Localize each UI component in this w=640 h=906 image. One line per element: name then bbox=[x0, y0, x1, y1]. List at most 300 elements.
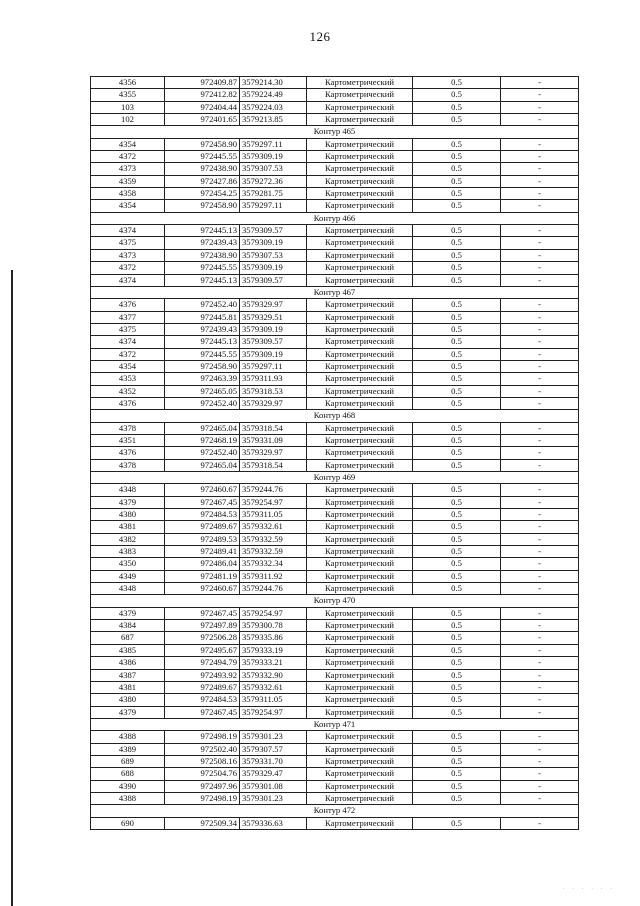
cell-point: 4374 bbox=[91, 225, 165, 237]
cell-point: 4350 bbox=[91, 558, 165, 570]
table-row bbox=[91, 311, 579, 323]
cell-method: Картометрический bbox=[307, 373, 413, 385]
cell-note: - bbox=[501, 509, 579, 521]
cell-accuracy: 0.5 bbox=[413, 101, 501, 113]
table-row bbox=[91, 496, 579, 508]
cell-point: 4380 bbox=[91, 694, 165, 706]
table-row bbox=[91, 607, 579, 619]
cell-y: 3579297.11 bbox=[240, 360, 307, 372]
cell-accuracy: 0.5 bbox=[413, 669, 501, 681]
cell-note: - bbox=[501, 114, 579, 126]
cell-accuracy: 0.5 bbox=[413, 447, 501, 459]
cell-x: 972445.81 bbox=[165, 311, 240, 323]
cell-x: 972452.40 bbox=[165, 447, 240, 459]
cell-note: - bbox=[501, 583, 579, 595]
table-row bbox=[91, 817, 579, 829]
cell-note: - bbox=[501, 780, 579, 792]
cell-note: - bbox=[501, 323, 579, 335]
page-number: 126 bbox=[309, 29, 331, 44]
cell-y: 3579329.51 bbox=[240, 311, 307, 323]
cell-note: - bbox=[501, 237, 579, 249]
table-row bbox=[91, 755, 579, 767]
cell-note: - bbox=[501, 669, 579, 681]
cell-note: - bbox=[501, 163, 579, 175]
cell-y: 3579333.21 bbox=[240, 657, 307, 669]
cell-x: 972497.96 bbox=[165, 780, 240, 792]
cell-note: - bbox=[501, 89, 579, 101]
cell-x: 972404.44 bbox=[165, 101, 240, 113]
cell-accuracy: 0.5 bbox=[413, 262, 501, 274]
cell-x: 972495.67 bbox=[165, 644, 240, 656]
table-row bbox=[91, 373, 579, 385]
cell-method: Картометрический bbox=[307, 434, 413, 446]
cell-point: 4354 bbox=[91, 200, 165, 212]
table-row bbox=[91, 509, 579, 521]
cell-accuracy: 0.5 bbox=[413, 583, 501, 595]
cell-note: - bbox=[501, 434, 579, 446]
cell-method: Картометрический bbox=[307, 632, 413, 644]
cell-x: 972467.45 bbox=[165, 607, 240, 619]
cell-x: 972465.04 bbox=[165, 422, 240, 434]
cell-x: 972409.87 bbox=[165, 77, 240, 89]
cell-x: 972497.89 bbox=[165, 620, 240, 632]
table-row bbox=[91, 175, 579, 187]
cell-x: 972438.90 bbox=[165, 249, 240, 261]
cell-method: Картометрический bbox=[307, 237, 413, 249]
cell-y: 3579309.19 bbox=[240, 348, 307, 360]
cell-point: 4380 bbox=[91, 509, 165, 521]
cell-x: 972498.19 bbox=[165, 792, 240, 804]
cell-y: 3579224.03 bbox=[240, 101, 307, 113]
cell-point: 103 bbox=[91, 101, 165, 113]
cell-method: Картометрический bbox=[307, 323, 413, 335]
cell-method: Картометрический bbox=[307, 496, 413, 508]
cell-y: 3579309.57 bbox=[240, 274, 307, 286]
cell-point: 102 bbox=[91, 114, 165, 126]
cell-x: 972481.19 bbox=[165, 570, 240, 582]
cell-method: Картометрический bbox=[307, 755, 413, 767]
table-row bbox=[91, 459, 579, 471]
table-row bbox=[91, 570, 579, 582]
table-row bbox=[91, 336, 579, 348]
cell-accuracy: 0.5 bbox=[413, 755, 501, 767]
cell-note: - bbox=[501, 225, 579, 237]
cell-method: Картометрический bbox=[307, 89, 413, 101]
table-row bbox=[91, 262, 579, 274]
cell-x: 972493.92 bbox=[165, 669, 240, 681]
cell-accuracy: 0.5 bbox=[413, 77, 501, 89]
cell-y: 3579311.05 bbox=[240, 509, 307, 521]
table-row bbox=[91, 768, 579, 780]
cell-accuracy: 0.5 bbox=[413, 546, 501, 558]
cell-note: - bbox=[501, 262, 579, 274]
cell-y: 3579309.19 bbox=[240, 237, 307, 249]
cell-note: - bbox=[501, 188, 579, 200]
cell-y: 3579272.36 bbox=[240, 175, 307, 187]
cell-point: 4388 bbox=[91, 792, 165, 804]
cell-method: Картометрический bbox=[307, 509, 413, 521]
cell-method: Картометрический bbox=[307, 792, 413, 804]
cell-y: 3579311.92 bbox=[240, 570, 307, 582]
contour-label: Контур 472 bbox=[91, 805, 579, 817]
cell-accuracy: 0.5 bbox=[413, 249, 501, 261]
cell-x: 972467.45 bbox=[165, 706, 240, 718]
cell-x: 972468.19 bbox=[165, 434, 240, 446]
cell-point: 4354 bbox=[91, 360, 165, 372]
contour-header-row bbox=[91, 595, 579, 607]
cell-x: 972439.43 bbox=[165, 323, 240, 335]
cell-note: - bbox=[501, 496, 579, 508]
contour-header-row bbox=[91, 805, 579, 817]
cell-x: 972489.41 bbox=[165, 546, 240, 558]
cell-x: 972460.67 bbox=[165, 484, 240, 496]
cell-point: 4386 bbox=[91, 657, 165, 669]
cell-point: 4379 bbox=[91, 706, 165, 718]
cell-accuracy: 0.5 bbox=[413, 694, 501, 706]
cell-y: 3579329.97 bbox=[240, 397, 307, 409]
cell-x: 972506.28 bbox=[165, 632, 240, 644]
table-row bbox=[91, 583, 579, 595]
contour-label: Контур 466 bbox=[91, 212, 579, 224]
cell-accuracy: 0.5 bbox=[413, 311, 501, 323]
cell-accuracy: 0.5 bbox=[413, 681, 501, 693]
cell-x: 972486.04 bbox=[165, 558, 240, 570]
cell-point: 4379 bbox=[91, 607, 165, 619]
cell-note: - bbox=[501, 397, 579, 409]
cell-method: Картометрический bbox=[307, 101, 413, 113]
cell-method: Картометрический bbox=[307, 397, 413, 409]
cell-method: Картометрический bbox=[307, 644, 413, 656]
cell-y: 3579301.23 bbox=[240, 731, 307, 743]
cell-method: Картометрический bbox=[307, 521, 413, 533]
cell-y: 3579329.97 bbox=[240, 447, 307, 459]
cell-accuracy: 0.5 bbox=[413, 323, 501, 335]
cell-point: 4376 bbox=[91, 299, 165, 311]
cell-accuracy: 0.5 bbox=[413, 558, 501, 570]
cell-x: 972484.53 bbox=[165, 694, 240, 706]
cell-method: Картометрический bbox=[307, 484, 413, 496]
cell-accuracy: 0.5 bbox=[413, 151, 501, 163]
cell-y: 3579318.53 bbox=[240, 385, 307, 397]
table-row bbox=[91, 521, 579, 533]
cell-point: 4372 bbox=[91, 348, 165, 360]
cell-method: Картометрический bbox=[307, 533, 413, 545]
cell-method: Картометрический bbox=[307, 780, 413, 792]
coordinates-table bbox=[90, 76, 579, 830]
table-row bbox=[91, 743, 579, 755]
cell-note: - bbox=[501, 681, 579, 693]
cell-x: 972458.90 bbox=[165, 200, 240, 212]
contour-label: Контур 465 bbox=[91, 126, 579, 138]
table-row bbox=[91, 348, 579, 360]
cell-method: Картометрический bbox=[307, 620, 413, 632]
contour-header-row bbox=[91, 286, 579, 298]
cell-method: Картометрический bbox=[307, 225, 413, 237]
table-row bbox=[91, 299, 579, 311]
cell-note: - bbox=[501, 620, 579, 632]
cell-note: - bbox=[501, 336, 579, 348]
cell-accuracy: 0.5 bbox=[413, 570, 501, 582]
cell-x: 972489.67 bbox=[165, 681, 240, 693]
cell-x: 972467.45 bbox=[165, 496, 240, 508]
cell-note: - bbox=[501, 101, 579, 113]
cell-point: 4381 bbox=[91, 681, 165, 693]
cell-point: 4375 bbox=[91, 237, 165, 249]
cell-point: 4379 bbox=[91, 496, 165, 508]
contour-header-row bbox=[91, 472, 579, 484]
cell-y: 3579281.75 bbox=[240, 188, 307, 200]
cell-accuracy: 0.5 bbox=[413, 509, 501, 521]
table-row bbox=[91, 484, 579, 496]
table-row bbox=[91, 422, 579, 434]
cell-y: 3579213.85 bbox=[240, 114, 307, 126]
cell-y: 3579244.76 bbox=[240, 484, 307, 496]
cell-x: 972452.40 bbox=[165, 299, 240, 311]
cell-note: - bbox=[501, 731, 579, 743]
cell-note: - bbox=[501, 447, 579, 459]
table-row bbox=[91, 114, 579, 126]
cell-note: - bbox=[501, 151, 579, 163]
contour-header-row bbox=[91, 212, 579, 224]
cell-note: - bbox=[501, 632, 579, 644]
table-row bbox=[91, 200, 579, 212]
cell-note: - bbox=[501, 360, 579, 372]
table-row bbox=[91, 151, 579, 163]
cell-y: 3579214.30 bbox=[240, 77, 307, 89]
cell-accuracy: 0.5 bbox=[413, 817, 501, 829]
cell-accuracy: 0.5 bbox=[413, 336, 501, 348]
cell-x: 972452.40 bbox=[165, 397, 240, 409]
cell-accuracy: 0.5 bbox=[413, 385, 501, 397]
cell-point: 690 bbox=[91, 817, 165, 829]
cell-x: 972502.40 bbox=[165, 743, 240, 755]
contour-header-row bbox=[91, 410, 579, 422]
cell-note: - bbox=[501, 138, 579, 150]
cell-note: - bbox=[501, 768, 579, 780]
cell-x: 972454.25 bbox=[165, 188, 240, 200]
cell-point: 4385 bbox=[91, 644, 165, 656]
cell-y: 3579331.09 bbox=[240, 434, 307, 446]
cell-y: 3579307.57 bbox=[240, 743, 307, 755]
cell-accuracy: 0.5 bbox=[413, 533, 501, 545]
contour-label: Контур 471 bbox=[91, 718, 579, 730]
cell-point: 4372 bbox=[91, 262, 165, 274]
cell-accuracy: 0.5 bbox=[413, 360, 501, 372]
cell-accuracy: 0.5 bbox=[413, 620, 501, 632]
cell-method: Картометрический bbox=[307, 422, 413, 434]
cell-y: 3579329.97 bbox=[240, 299, 307, 311]
cell-y: 3579244.76 bbox=[240, 583, 307, 595]
cell-method: Картометрический bbox=[307, 77, 413, 89]
cell-point: 4353 bbox=[91, 373, 165, 385]
cell-y: 3579309.57 bbox=[240, 336, 307, 348]
cell-point: 4359 bbox=[91, 175, 165, 187]
cell-accuracy: 0.5 bbox=[413, 274, 501, 286]
cell-y: 3579336.63 bbox=[240, 817, 307, 829]
cell-note: - bbox=[501, 348, 579, 360]
table-row bbox=[91, 533, 579, 545]
table-row bbox=[91, 546, 579, 558]
cell-y: 3579254.97 bbox=[240, 706, 307, 718]
cell-x: 972498.19 bbox=[165, 731, 240, 743]
cell-method: Картометрический bbox=[307, 558, 413, 570]
cell-x: 972445.55 bbox=[165, 262, 240, 274]
cell-note: - bbox=[501, 373, 579, 385]
table-row bbox=[91, 397, 579, 409]
cell-x: 972438.90 bbox=[165, 163, 240, 175]
cell-accuracy: 0.5 bbox=[413, 175, 501, 187]
cell-y: 3579301.23 bbox=[240, 792, 307, 804]
cell-y: 3579254.97 bbox=[240, 607, 307, 619]
cell-x: 972508.16 bbox=[165, 755, 240, 767]
cell-note: - bbox=[501, 607, 579, 619]
footer-marks: . . . . . . bbox=[562, 883, 615, 891]
coordinates-table-body bbox=[91, 77, 579, 830]
table-row bbox=[91, 558, 579, 570]
cell-point: 4381 bbox=[91, 521, 165, 533]
cell-y: 3579332.59 bbox=[240, 533, 307, 545]
cell-note: - bbox=[501, 706, 579, 718]
cell-method: Картометрический bbox=[307, 546, 413, 558]
cell-x: 972458.90 bbox=[165, 138, 240, 150]
cell-x: 972463.39 bbox=[165, 373, 240, 385]
table-row bbox=[91, 163, 579, 175]
cell-y: 3579318.54 bbox=[240, 422, 307, 434]
cell-point: 4378 bbox=[91, 459, 165, 471]
cell-x: 972465.05 bbox=[165, 385, 240, 397]
table-row bbox=[91, 669, 579, 681]
cell-x: 972401.65 bbox=[165, 114, 240, 126]
cell-method: Картометрический bbox=[307, 200, 413, 212]
cell-x: 972489.67 bbox=[165, 521, 240, 533]
cell-x: 972509.34 bbox=[165, 817, 240, 829]
table-row bbox=[91, 249, 579, 261]
cell-y: 3579318.54 bbox=[240, 459, 307, 471]
cell-point: 4375 bbox=[91, 323, 165, 335]
cell-accuracy: 0.5 bbox=[413, 348, 501, 360]
cell-y: 3579297.11 bbox=[240, 200, 307, 212]
contour-label: Контур 470 bbox=[91, 595, 579, 607]
cell-x: 972427.86 bbox=[165, 175, 240, 187]
cell-accuracy: 0.5 bbox=[413, 422, 501, 434]
cell-point: 4373 bbox=[91, 249, 165, 261]
cell-accuracy: 0.5 bbox=[413, 397, 501, 409]
cell-method: Картометрический bbox=[307, 311, 413, 323]
cell-point: 4388 bbox=[91, 731, 165, 743]
cell-note: - bbox=[501, 422, 579, 434]
cell-y: 3579332.59 bbox=[240, 546, 307, 558]
cell-note: - bbox=[501, 249, 579, 261]
cell-x: 972489.53 bbox=[165, 533, 240, 545]
cell-method: Картометрический bbox=[307, 299, 413, 311]
cell-note: - bbox=[501, 311, 579, 323]
cell-method: Картометрический bbox=[307, 348, 413, 360]
cell-accuracy: 0.5 bbox=[413, 434, 501, 446]
table-row bbox=[91, 385, 579, 397]
cell-note: - bbox=[501, 743, 579, 755]
cell-accuracy: 0.5 bbox=[413, 237, 501, 249]
cell-note: - bbox=[501, 694, 579, 706]
cell-point: 687 bbox=[91, 632, 165, 644]
cell-note: - bbox=[501, 657, 579, 669]
cell-note: - bbox=[501, 299, 579, 311]
cell-note: - bbox=[501, 755, 579, 767]
cell-method: Картометрический bbox=[307, 188, 413, 200]
cell-note: - bbox=[501, 274, 579, 286]
table-row bbox=[91, 681, 579, 693]
cell-x: 972445.55 bbox=[165, 348, 240, 360]
cell-y: 3579307.53 bbox=[240, 249, 307, 261]
table-row bbox=[91, 447, 579, 459]
table-row bbox=[91, 225, 579, 237]
cell-point: 4374 bbox=[91, 336, 165, 348]
cell-accuracy: 0.5 bbox=[413, 657, 501, 669]
cell-method: Картометрический bbox=[307, 385, 413, 397]
cell-accuracy: 0.5 bbox=[413, 138, 501, 150]
table-row bbox=[91, 77, 579, 89]
table-row bbox=[91, 323, 579, 335]
cell-point: 4354 bbox=[91, 138, 165, 150]
cell-accuracy: 0.5 bbox=[413, 792, 501, 804]
cell-point: 4387 bbox=[91, 669, 165, 681]
cell-point: 4373 bbox=[91, 163, 165, 175]
cell-accuracy: 0.5 bbox=[413, 521, 501, 533]
cell-method: Картометрический bbox=[307, 447, 413, 459]
table-row bbox=[91, 188, 579, 200]
table-row bbox=[91, 360, 579, 372]
cell-note: - bbox=[501, 484, 579, 496]
cell-accuracy: 0.5 bbox=[413, 743, 501, 755]
cell-y: 3579301.08 bbox=[240, 780, 307, 792]
cell-x: 972460.67 bbox=[165, 583, 240, 595]
cell-note: - bbox=[501, 175, 579, 187]
cell-point: 688 bbox=[91, 768, 165, 780]
cell-method: Картометрический bbox=[307, 138, 413, 150]
cell-y: 3579332.90 bbox=[240, 669, 307, 681]
cell-x: 972465.04 bbox=[165, 459, 240, 471]
cell-note: - bbox=[501, 546, 579, 558]
cell-method: Картометрический bbox=[307, 336, 413, 348]
cell-accuracy: 0.5 bbox=[413, 768, 501, 780]
cell-note: - bbox=[501, 459, 579, 471]
cell-method: Картометрический bbox=[307, 360, 413, 372]
cell-note: - bbox=[501, 533, 579, 545]
cell-x: 972445.13 bbox=[165, 225, 240, 237]
table-row bbox=[91, 780, 579, 792]
cell-method: Картометрический bbox=[307, 570, 413, 582]
cell-x: 972445.13 bbox=[165, 274, 240, 286]
table-row bbox=[91, 434, 579, 446]
cell-note: - bbox=[501, 521, 579, 533]
cell-x: 972445.13 bbox=[165, 336, 240, 348]
cell-accuracy: 0.5 bbox=[413, 299, 501, 311]
cell-x: 972504.76 bbox=[165, 768, 240, 780]
table-row bbox=[91, 138, 579, 150]
cell-y: 3579332.34 bbox=[240, 558, 307, 570]
cell-accuracy: 0.5 bbox=[413, 200, 501, 212]
cell-y: 3579309.19 bbox=[240, 151, 307, 163]
table-row bbox=[91, 792, 579, 804]
cell-x: 972412.82 bbox=[165, 89, 240, 101]
cell-y: 3579332.61 bbox=[240, 521, 307, 533]
cell-accuracy: 0.5 bbox=[413, 459, 501, 471]
table-row bbox=[91, 632, 579, 644]
cell-method: Картометрический bbox=[307, 731, 413, 743]
contour-header-row bbox=[91, 126, 579, 138]
contour-label: Контур 468 bbox=[91, 410, 579, 422]
cell-y: 3579254.97 bbox=[240, 496, 307, 508]
contour-label: Контур 469 bbox=[91, 472, 579, 484]
